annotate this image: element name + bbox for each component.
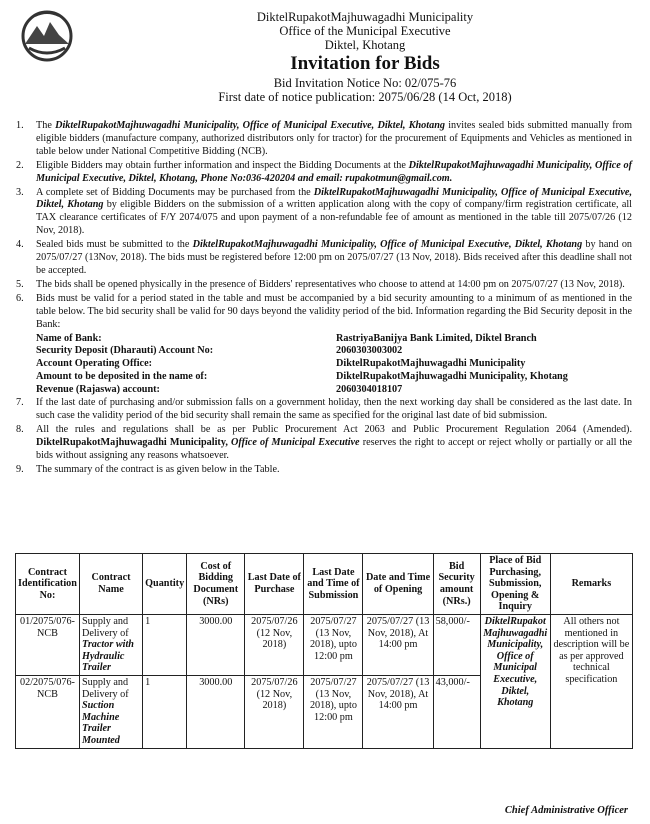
paragraph-fragment: reserves the right to accept or reject wholly or partially or all the bids without assigning any reasons whatsoever. (36, 436, 632, 461)
notice-header (90, 10, 640, 104)
bank-details (36, 333, 632, 398)
table-header-row (16, 554, 633, 615)
column-header: Remarks (550, 554, 632, 615)
bid-security-cell: 43,000/- (433, 675, 480, 748)
paragraph (16, 397, 632, 423)
paragraph (16, 187, 632, 239)
paragraph-number: 4. (16, 239, 24, 251)
paragraph (16, 293, 632, 332)
contract-name-cell (79, 675, 142, 748)
contract-name-cell (79, 614, 142, 675)
municipality-name: DiktelRupakotMajhuwagadhi Municipality (256, 10, 474, 24)
paragraph-fragment: The bids shall be opened physically in the presence of Bidders' representatives who choose to attend at 14:00 pm on 2075/07/27 (13 Nov, 2018). (36, 278, 625, 290)
paragraph-text (36, 160, 632, 186)
paragraph-number: 6. (16, 292, 24, 304)
paragraph-fragment: The (36, 120, 56, 131)
bank-detail-label: Account Operating Office: (36, 358, 152, 370)
notice-number: Bid Invitation Notice No: 02/075-76 (273, 76, 457, 90)
contract-summary-table (15, 553, 633, 749)
column-header: Cost of Bidding Document (NRs) (187, 554, 245, 615)
opening-cell: 2075/07/27 (13 Nov, 2018), At 14:00 pm (363, 675, 433, 748)
bank-detail-value: RastriyaBanijya Bank Limited, Diktel Branch (336, 332, 537, 344)
bank-detail-row (36, 358, 632, 371)
paragraph-list-continued (16, 397, 632, 476)
document-cost-cell: 3000.00 (187, 614, 245, 675)
quantity-cell: 1 (143, 675, 187, 748)
paragraph-fragment: All the rules and regulations shall be as per Public Procurement Act 2063 and Public Procurement Regulation 2064 (Amended). (36, 423, 632, 435)
paragraph-text (36, 397, 632, 423)
nepal-emblem-icon (17, 8, 77, 64)
contract-id-cell: 01/2075/076-NCB (16, 614, 80, 675)
paragraph-text (36, 239, 632, 278)
last-submission-cell: 2075/07/27 (13 Nov, 2018), upto 12:00 pm (304, 614, 363, 675)
paragraph-fragment: Eligible Bidders may obtain further information and inspect the Bidding Documents at the (36, 159, 409, 171)
paragraph-number: 3. (16, 186, 24, 198)
last-purchase-cell: 2075/07/26 (12 Nov, 2018) (245, 614, 304, 675)
paragraph-text (36, 464, 632, 477)
column-header: Place of Bid Purchasing, Submission, Opening & Inquiry (480, 554, 550, 615)
paragraph-fragment: If the last date of purchasing and/or submission falls on a government holiday, then the next working day shall be considered as the last date. In such case the validity period of the bid security shall remain the same as specified for the original last date of bid submission. (36, 397, 632, 421)
column-header: Date and Time of Opening (363, 554, 433, 615)
notice-body (16, 120, 632, 477)
bank-detail-row (36, 345, 632, 358)
bank-detail-value: DiktelRupakotMajhuwagadhi Municipality (336, 358, 526, 370)
last-purchase-cell: 2075/07/26 (12 Nov, 2018) (245, 675, 304, 748)
paragraph-fragment: Bids must be valid for a period stated in the table and must be accompanied by a bid security amounting to a minimum of as mentioned in the table below. The bid security shall be valid for 90 days beyond the validity period of the bid. Information regarding the Bid Security deposit in the Bank: (36, 292, 632, 330)
paragraph-number: 8. (16, 423, 24, 435)
publication-date: First date of notice publication: 2075/06/28 (14 Oct, 2018) (218, 90, 512, 104)
bid-place-cell: DiktelRupakot Majhuwagadhi Municipality, Office of Municipal Executive, Diktel, Khotang (480, 614, 550, 748)
column-header: Contract Identification No: (16, 554, 80, 615)
paragraph-text (36, 424, 632, 463)
column-header: Quantity (143, 554, 187, 615)
paragraph-number: 5. (16, 278, 24, 290)
quantity-cell: 1 (143, 614, 187, 675)
bank-detail-value: DiktelRupakotMajhuwagadhi Municipality, Khotang (336, 371, 568, 383)
paragraph-number: 7. (16, 397, 24, 409)
paragraph-fragment: DiktelRupakotMajhuwagadhi Municipality, (36, 436, 232, 448)
paragraph (16, 424, 632, 463)
paragraph (16, 160, 632, 186)
column-header: Contract Name (79, 554, 142, 615)
paragraph-fragment: The summary of the contract is as given below in the Table. (36, 463, 280, 475)
paragraph (16, 464, 632, 477)
paragraph-fragment: by eligible Bidders on the submission of a written application along with the copy of company/firm registration certificate, all TAX clearance certificates of F/Y 2074/075 and upon payment of a non-refundable fee of amount as mentioned in the table till 2075/07/26 (12 Nov, 2018). (36, 199, 633, 237)
paragraph-text (36, 279, 632, 292)
paragraph-text (36, 120, 632, 159)
bank-detail-row (36, 371, 632, 384)
office-location: Diktel, Khotang (324, 38, 406, 52)
bank-detail-row (36, 333, 632, 346)
paragraph-list (16, 120, 632, 332)
last-submission-cell: 2075/07/27 (13 Nov, 2018), upto 12:00 pm (304, 675, 363, 748)
document-cost-cell: 3000.00 (187, 675, 245, 748)
bank-detail-label: Security Deposit (Dharauti) Account No: (36, 345, 214, 357)
paragraph-fragment: Sealed bids must be submitted to the (36, 239, 193, 251)
bid-security-cell: 58,000/- (433, 614, 480, 675)
paragraph-fragment: DiktelRupakotMajhuwagadhi Municipality, Office of Municipal Executive, Diktel, Khotang (192, 239, 583, 251)
paragraph-fragment: Office of Municipal Executive (231, 436, 360, 448)
paragraph-fragment: invites sealed bids submitted manually from eligible bidders (manufacture company, authorized distributors only for tractor) for the procurement of Equipments and Vehicles as mentioned in table below under National Competitive Bidding (NCB). (36, 120, 633, 157)
table-body (16, 614, 633, 748)
paragraph-number: 1. (16, 120, 24, 131)
opening-cell: 2075/07/27 (13 Nov, 2018), At 14:00 pm (363, 614, 433, 675)
contract-item-name: Tractor with Hydraulic Trailer (81, 639, 134, 674)
signature: Chief Administrative Officer (504, 805, 628, 816)
column-header: Bid Security amount (NRs.) (433, 554, 480, 615)
paragraph-fragment: DiktelRupakotMajhuwagadhi Municipality, Office of Municipal Executive, Diktel, Khotang (36, 186, 633, 211)
paragraph-number: 9. (16, 463, 24, 475)
page-title: Invitation for Bids (290, 53, 440, 74)
bank-detail-value: 2060304018107 (336, 384, 403, 396)
paragraph-number: 2. (16, 159, 24, 171)
contract-item-name: Suction Machine Trailer Mounted (81, 700, 120, 746)
bank-detail-row (36, 384, 632, 397)
paragraph-text (36, 187, 632, 239)
paragraph-fragment: A complete set of Bidding Documents may be purchased from the (36, 186, 314, 198)
table-row (16, 614, 633, 675)
contract-name-prefix: Supply and Delivery of (81, 615, 129, 639)
contract-name-prefix: Supply and Delivery of (81, 676, 129, 700)
paragraph-fragment: by hand on 2075/07/27 (13Nov, 2018). The bids must be registered before 12:00 pm on 2075/07/27 (13 Nov, 2018). Bids received after this deadline shall not be accepted. (36, 239, 633, 276)
bank-detail-label: Revenue (Rajaswa) account: (36, 384, 160, 396)
bank-detail-label: Name of Bank: (36, 332, 102, 344)
paragraph-fragment: DiktelRupakotMajhuwagadhi Municipality, Office of Municipal Executive, Diktel, Khotang (55, 120, 445, 131)
bank-detail-value: 2060303003002 (336, 345, 403, 357)
paragraph-fragment: DiktelRupakotMajhuwagadhi Municipality, Office of Municipal Executive, Diktel, Khotang, Phone No:036-420204 and email: rupakotmun@gmail.com. (36, 159, 632, 184)
paragraph-text (36, 293, 632, 332)
paragraph (16, 279, 632, 292)
office-name: Office of the Municipal Executive (279, 24, 451, 38)
column-header: Last Date of Purchase (245, 554, 304, 615)
contract-id-cell: 02/2075/076-NCB (16, 675, 80, 748)
column-header: Last Date and Time of Submission (304, 554, 363, 615)
remarks-cell: All others not mentioned in description will be as per approved technical specification (550, 614, 632, 748)
paragraph (16, 120, 632, 159)
paragraph (16, 239, 632, 278)
bank-detail-label: Amount to be deposited in the name of: (36, 371, 208, 383)
